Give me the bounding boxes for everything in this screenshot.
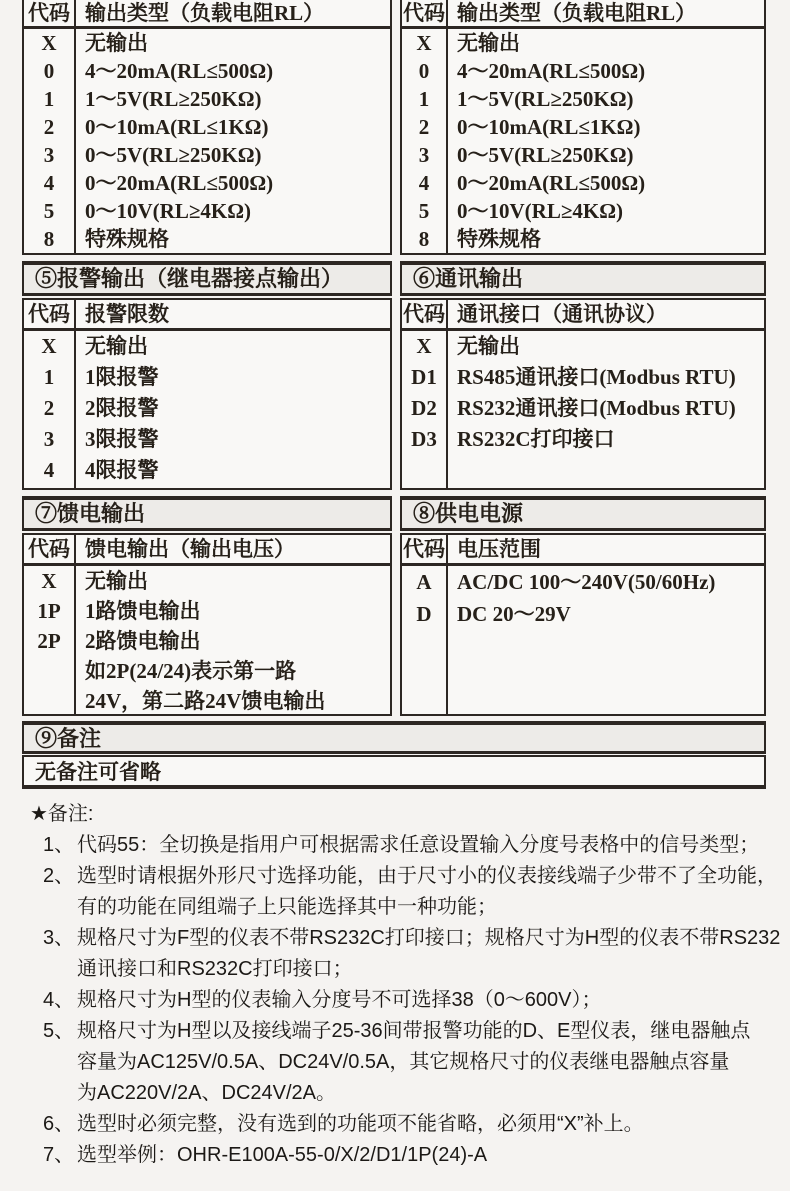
code-cell: 2	[402, 113, 448, 141]
code-cell: 1	[24, 85, 76, 113]
desc-cell: 0～10mA(RL≤1KΩ)	[85, 115, 269, 139]
table-row	[24, 331, 390, 362]
section-band-comm-output: ⑥通讯输出	[400, 261, 766, 296]
desc-cell: 1～5V(RL≥250KΩ)	[85, 87, 262, 111]
footnote-text	[77, 923, 780, 985]
code-cell: 4	[24, 455, 76, 486]
code-cell: 1P	[24, 596, 76, 626]
table-row	[24, 85, 390, 113]
footnote-line: 规格尺寸为F型的仪表不带RS232C打印接口；规格尺寸为H型的仪表不带RS232	[77, 927, 781, 949]
desc-cell: 3限报警	[85, 427, 159, 451]
remark-row: 无备注可省略	[22, 755, 766, 789]
table-row	[24, 225, 390, 253]
footnote-line: 选型时请根据外形尺寸选择功能，由于尺寸小的仪表接线端子少带不了全功能，	[77, 865, 777, 887]
power-supply-table	[400, 533, 766, 716]
desc-cell: 0～10V(RL≥4KΩ)	[85, 199, 252, 223]
table-row	[24, 197, 390, 225]
desc-cell: 1限报警	[85, 365, 159, 389]
table-row	[24, 393, 390, 424]
table-row	[402, 57, 764, 85]
code-cell: 2P	[24, 626, 76, 656]
code-cell: A	[402, 566, 448, 598]
desc-column-header: 输出类型（负载电阻RL）	[85, 1, 325, 25]
code-cell	[24, 486, 76, 488]
desc-cell: 特殊规格	[457, 227, 541, 251]
footnote-line: 规格尺寸为H型的仪表输入分度号不可选择38（0～600V）；	[77, 989, 602, 1011]
desc-cell: 0～20mA(RL≤500Ω)	[85, 171, 274, 195]
code-cell: D	[402, 598, 448, 630]
desc-cell: 1～5V(RL≥250KΩ)	[457, 87, 634, 111]
footnote-item	[43, 923, 781, 985]
desc-cell: 无输出	[85, 31, 148, 55]
code-cell: 1	[24, 362, 76, 393]
table-row	[24, 57, 390, 85]
footnote-line: 容量为AC125V/0.5A、DC24V/0.5A，其它规格尺寸的仪表继电器触点容量	[77, 1051, 730, 1073]
desc-cell: 无输出	[85, 334, 148, 358]
code-cell: X	[402, 331, 448, 362]
table-header-row	[24, 535, 390, 566]
table-row	[24, 29, 390, 57]
code-column-header: 代码	[24, 0, 76, 26]
desc-cell: 特殊规格	[85, 227, 169, 251]
desc-cell: 无输出	[457, 31, 520, 55]
section-band-feed-output: ⑦馈电输出	[22, 496, 392, 531]
table-row	[402, 169, 764, 197]
desc-cell: 4～20mA(RL≤500Ω)	[457, 59, 646, 83]
code-cell: 4	[402, 169, 448, 197]
table-row	[402, 362, 764, 393]
footnote-number: 7、	[43, 1144, 75, 1166]
table-row	[24, 455, 390, 486]
footnotes	[30, 799, 781, 1171]
code-column-header: 代码	[402, 535, 448, 563]
desc-cell: 24V，第二路24V馈电输出	[85, 689, 326, 713]
desc-cell: 1路馈电输出	[85, 599, 201, 623]
desc-cell: 无输出	[85, 569, 148, 593]
feed-output-table	[22, 533, 392, 716]
table-filler	[402, 455, 764, 488]
table-row	[402, 424, 764, 455]
footnote-number: 5、	[43, 1020, 75, 1042]
desc-cell: RS485通讯接口(Modbus RTU)	[457, 365, 736, 389]
table-row	[24, 141, 390, 169]
footnote-text	[77, 1109, 772, 1140]
table-row	[402, 113, 764, 141]
table-row	[402, 141, 764, 169]
desc-cell: 0～5V(RL≥250KΩ)	[85, 143, 262, 167]
comm-output-table	[400, 298, 766, 490]
code-column-header: 代码	[402, 0, 448, 26]
code-cell: X	[24, 566, 76, 596]
code-cell	[24, 686, 76, 716]
table-header-row	[24, 0, 390, 29]
desc-cell: RS232C打印接口	[457, 427, 615, 451]
code-cell	[24, 656, 76, 686]
desc-cell: DC 20～29V	[457, 602, 571, 626]
footnote-line: 通讯接口和RS232C打印接口；	[77, 958, 353, 980]
desc-cell: 0～10mA(RL≤1KΩ)	[457, 115, 641, 139]
table-row	[24, 596, 390, 626]
code-cell: 3	[402, 141, 448, 169]
code-cell	[402, 630, 448, 714]
footnote-text	[77, 985, 772, 1016]
code-cell: D3	[402, 424, 448, 455]
footnote-line: 选型举例：OHR-E100A-55-0/X/2/D1/1P(24)-A	[77, 1144, 488, 1166]
code-cell: X	[24, 29, 76, 57]
table-row	[402, 197, 764, 225]
footnote-number: 3、	[43, 927, 75, 949]
alarm-output-table	[22, 298, 392, 490]
code-cell: 0	[402, 57, 448, 85]
footnote-number: 4、	[43, 989, 75, 1011]
table-row	[24, 686, 390, 716]
footnote-text	[77, 861, 777, 923]
desc-cell: 4限报警	[85, 458, 159, 482]
table-row	[24, 424, 390, 455]
code-cell: D1	[402, 362, 448, 393]
footnote-number: 1、	[43, 834, 75, 856]
footnote-line: 为AC220V/2A、DC24V/2A。	[77, 1082, 337, 1104]
desc-cell: 0～5V(RL≥250KΩ)	[457, 143, 634, 167]
table-row	[402, 331, 764, 362]
section-band-power-supply: ⑧供电电源	[400, 496, 766, 531]
table-row	[402, 225, 764, 253]
footnote-item	[43, 1109, 772, 1140]
table-row	[402, 598, 764, 630]
desc-cell	[76, 486, 390, 488]
table-header-row	[402, 0, 764, 29]
desc-column-header: 通讯接口（通讯协议）	[457, 302, 667, 326]
table-filler	[402, 630, 764, 714]
desc-cell: 无输出	[457, 334, 520, 358]
footnote-item	[43, 1140, 772, 1171]
desc-cell: AC/DC 100～240V(50/60Hz)	[457, 570, 716, 594]
code-cell: 2	[24, 113, 76, 141]
desc-cell: 如2P(24/24)表示第一路	[85, 659, 297, 683]
footnote-line: 代码55：全切换是指用户可根据需求任意设置输入分度号表格中的信号类型；	[77, 834, 760, 856]
desc-cell: RS232通讯接口(Modbus RTU)	[457, 396, 736, 420]
table-row	[24, 566, 390, 596]
code-cell: 3	[24, 424, 76, 455]
table-row	[24, 169, 390, 197]
output-type-table-left	[22, 0, 392, 255]
desc-cell: 2路馈电输出	[85, 629, 201, 653]
desc-cell: 0～20mA(RL≤500Ω)	[457, 171, 646, 195]
code-cell: 5	[24, 197, 76, 225]
code-cell: 1	[402, 85, 448, 113]
table-header-row	[402, 535, 764, 566]
table-row	[402, 85, 764, 113]
footnote-line: 有的功能在同组端子上只能选择其中一种功能；	[77, 896, 497, 918]
desc-cell: 4～20mA(RL≤500Ω)	[85, 59, 274, 83]
desc-column-header: 电压范围	[457, 537, 541, 561]
desc-cell	[448, 455, 764, 488]
desc-cell: 0～10V(RL≥4KΩ)	[457, 199, 624, 223]
table-filler	[24, 486, 390, 488]
code-cell: 8	[24, 225, 76, 253]
footnote-number: 6、	[43, 1113, 75, 1135]
footnote-number: 2、	[43, 865, 75, 887]
code-cell: 0	[24, 57, 76, 85]
table-header-row	[402, 300, 764, 331]
code-cell: 4	[24, 169, 76, 197]
footnote-line: 规格尺寸为H型以及接线端子25-36间带报警功能的D、E型仪表，继电器触点	[77, 1020, 751, 1042]
desc-column-header: 馈电输出（输出电压）	[85, 537, 295, 561]
code-cell: X	[402, 29, 448, 57]
table-row	[402, 393, 764, 424]
desc-cell	[448, 630, 764, 714]
section-band-alarm-output: ⑤报警输出（继电器接点输出）	[22, 261, 392, 296]
footnote-text	[77, 830, 772, 861]
section-band-remark: ⑨备注	[22, 721, 766, 754]
table-row	[402, 566, 764, 598]
footnote-item	[43, 1016, 772, 1109]
code-cell: X	[24, 331, 76, 362]
output-type-table-right	[400, 0, 766, 255]
code-column-header: 代码	[24, 300, 76, 328]
desc-column-header: 报警限数	[85, 302, 169, 326]
code-cell: 8	[402, 225, 448, 253]
code-cell: 5	[402, 197, 448, 225]
desc-column-header: 输出类型（负载电阻RL）	[457, 1, 697, 25]
table-row	[24, 626, 390, 656]
code-column-header: 代码	[24, 535, 76, 563]
desc-cell: 2限报警	[85, 396, 159, 420]
code-cell: D2	[402, 393, 448, 424]
table-row	[24, 113, 390, 141]
footnote-text	[77, 1140, 772, 1171]
footnote-item	[43, 861, 777, 923]
footnotes-title: ★备注:	[30, 803, 94, 825]
table-row	[24, 656, 390, 686]
table-row	[24, 362, 390, 393]
table-row	[402, 29, 764, 57]
code-column-header: 代码	[402, 300, 448, 328]
code-cell	[402, 455, 448, 488]
footnote-line: 选型时必须完整，没有选到的功能项不能省略，必须用“X”补上。	[77, 1113, 644, 1135]
table-header-row	[24, 300, 390, 331]
footnote-text	[77, 1016, 772, 1109]
footnote-item	[43, 985, 772, 1016]
footnote-item	[43, 830, 772, 861]
code-cell: 3	[24, 141, 76, 169]
code-cell: 2	[24, 393, 76, 424]
